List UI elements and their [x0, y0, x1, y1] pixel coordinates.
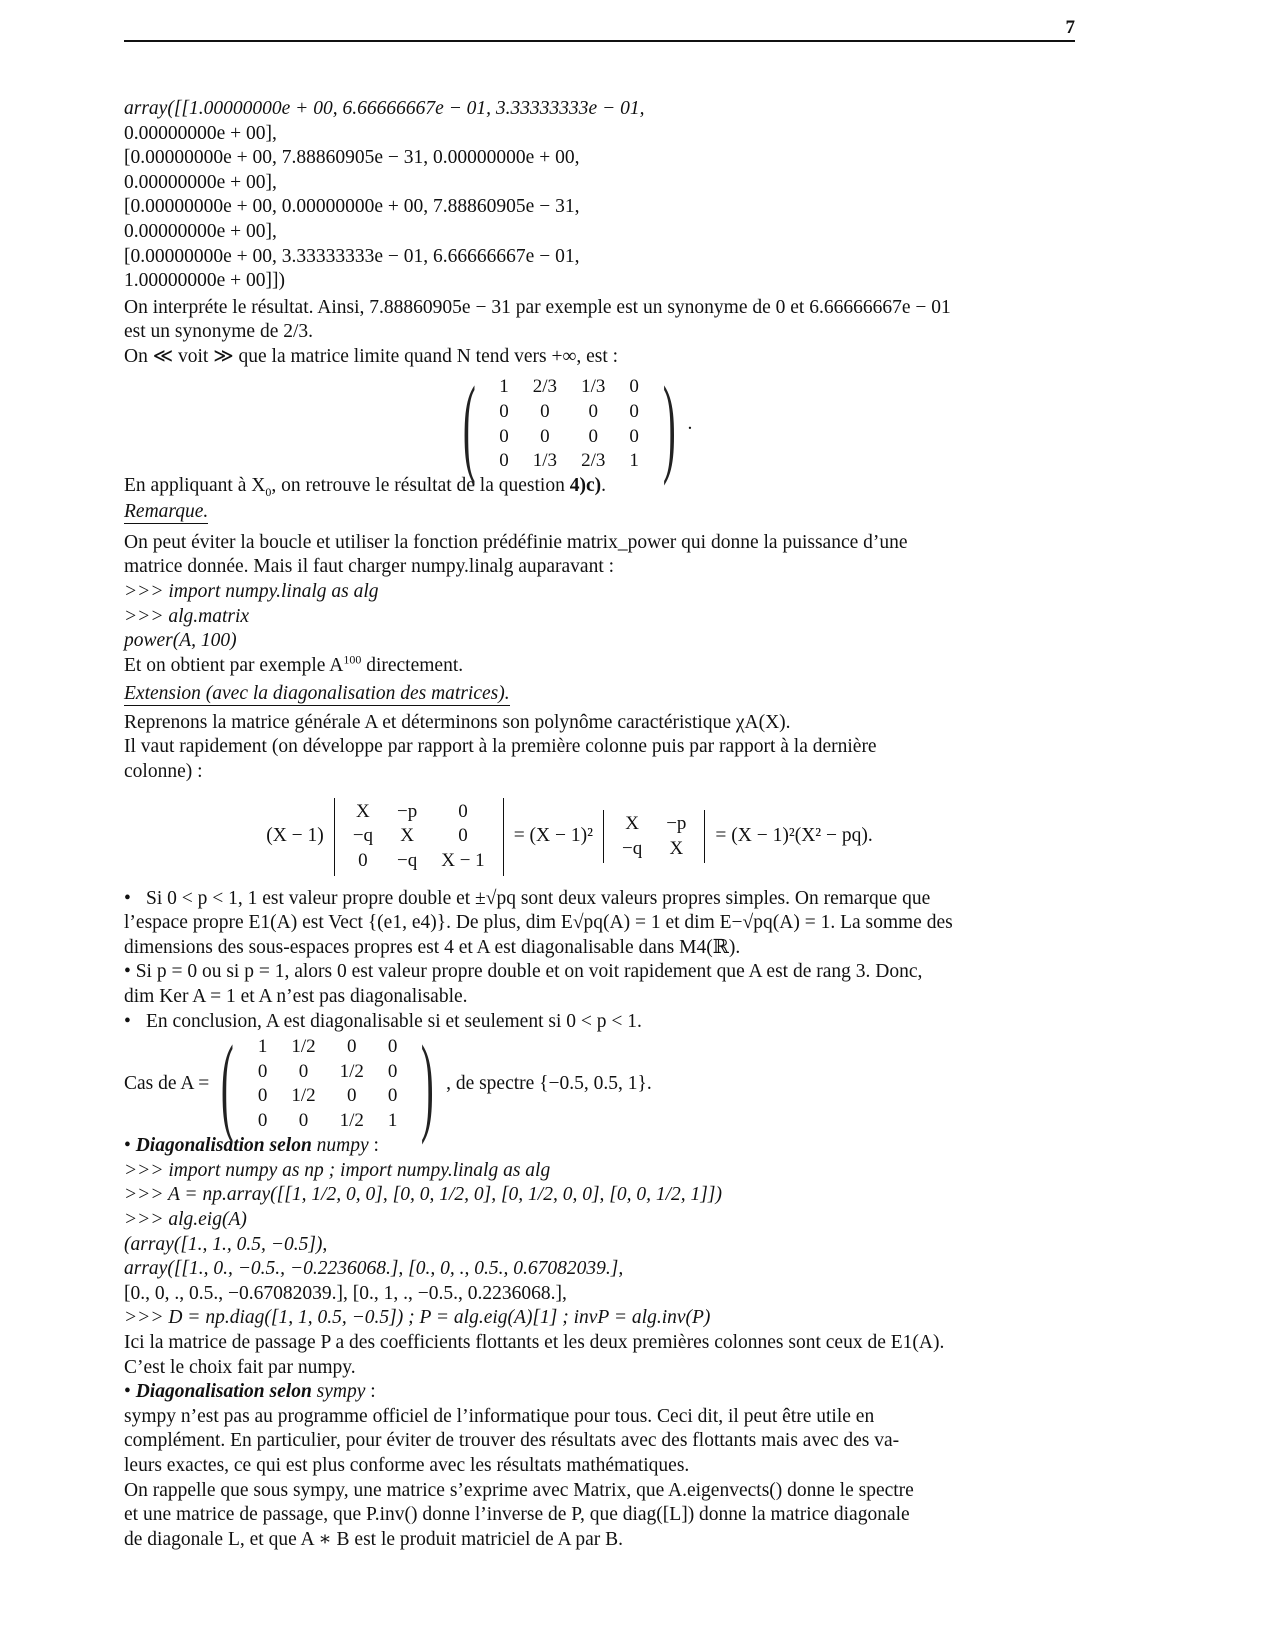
array-line: [0.00000000e + 00, 7.88860905e − 31, 0.00000000e + 00, [124, 147, 580, 169]
text-span: Diagonalisation selon [135, 1381, 312, 1403]
det3 [334, 798, 504, 876]
array-line: [0.00000000e + 00, 0.00000000e + 00, 7.88860905e − 31, [124, 196, 580, 218]
interpretation-line: est un synonyme de 2/3. [124, 321, 314, 343]
numpy-code-line: array([[1., 0., −0.5., −0.2236068.], [0., 0, ., 0.5., 0.67082039.], [124, 1258, 624, 1280]
matrix-cell: 0 [629, 425, 639, 447]
numpy-code-line: [0., 0, ., 0.5., −0.67082039.], [0., 1, ., −0.5., 0.2236068.], [124, 1282, 567, 1304]
array-line: 1.00000000e + 00]]) [124, 270, 286, 292]
text-span: Extension (avec la diagonalisation des matrices). [124, 683, 510, 705]
matrix-cell: 0 [499, 400, 509, 422]
voit-line: On ≪ voit ≫ que la matrice limite quand N tend vers +∞, est : [124, 345, 619, 367]
text-span: . [601, 474, 606, 496]
matrix-cell: 1 [257, 1036, 268, 1058]
rappel-line: de diagonale L, et que A ∗ B est le produit matriciel de A par B. [124, 1528, 624, 1550]
left-paren: ( [221, 1023, 234, 1146]
text-span: numpy [316, 1135, 369, 1157]
text-span: En conclusion, A est diagonalisable si et seulement si 0 < p < 1. [146, 1010, 642, 1032]
matrix-cell: 0 [540, 400, 550, 422]
matrix-cell: 1/3 [581, 376, 606, 398]
case1-line: • Si 0 < p < 1, 1 est valeur propre double et ±√pq sont deux valeurs propres simples. On remarque que [124, 887, 931, 909]
det3-table [341, 800, 497, 874]
matrix-cell: 0 [588, 400, 598, 422]
matrix-cell: 0 [387, 1060, 398, 1082]
matrix-cell: 0 [257, 1109, 268, 1131]
det-result: = (X − 1)²(X² − pq). [715, 825, 873, 847]
matrix-cell: 0 [298, 1109, 309, 1131]
matrix-cell: 2/3 [581, 450, 606, 472]
right-paren: ) [662, 363, 676, 486]
matrix-cell: 0 [540, 425, 550, 447]
matrix-cell: 0 [257, 1060, 268, 1082]
matrix-cell: 0 [458, 825, 468, 847]
limit-matrix-suffix: . [687, 413, 693, 435]
matrix-cell: 1/2 [291, 1085, 316, 1107]
matrix-cell: 1/2 [339, 1109, 364, 1131]
numpy-code-line: >>> alg.eig(A) [124, 1209, 247, 1230]
text-span: Et on obtient par exemple A [124, 654, 344, 676]
det-prefix: (X − 1) [266, 825, 324, 847]
obtient-line [124, 654, 1075, 679]
matrix-cell: −q [352, 825, 374, 847]
matrix-cell: 0 [499, 450, 509, 472]
numpy-code-line: >>> D = np.diag([1, 1, 0.5, −0.5]) ; P = alg.eig(A)[1] ; invP = alg.inv(P) [124, 1307, 711, 1329]
matrix-cell: 1/2 [339, 1060, 364, 1082]
text-span: Diagonalisation selon [135, 1135, 312, 1157]
matrix-cell: 1 [629, 450, 639, 472]
rappel-line: On rappelle que sous sympy, une matrice s’exprime avec Matrix, que A.eigenvects() donne le spectre [124, 1479, 914, 1501]
matrix-cell: 0 [458, 800, 468, 822]
matrix-cell: X [400, 825, 414, 847]
page-content [124, 97, 1075, 1552]
matrix-cell: −q [397, 849, 418, 871]
conclusion-line: • En conclusion, A est diagonalisable si et seulement si 0 < p < 1. [124, 1010, 642, 1032]
page [124, 0, 1075, 1650]
matrix-cell: 1 [499, 376, 509, 398]
numpy-code-line: (array([1., 1., 0.5, −0.5]), [124, 1233, 328, 1255]
limit-matrix-table [487, 375, 651, 473]
appliquant-line [124, 474, 1075, 499]
remarque-line: On peut éviter la boucle et utiliser la fonction prédéfinie matrix_power qui donne la puissance d’une [124, 531, 908, 553]
matrix-cell: 0 [387, 1085, 398, 1107]
right-paren: ) [421, 1023, 435, 1146]
determinant-block [64, 791, 1075, 883]
matrix-cell: 0 [298, 1060, 309, 1082]
case2-line: dim Ker A = 1 et A n’est pas diagonalisable. [124, 986, 468, 1008]
numpy-code-line: >>> A = np.array([[1, 1/2, 0, 0], [0, 0, 1/2, 0], [0, 1/2, 0, 0], [0, 0, 1/2, 1]]) [124, 1184, 722, 1206]
cas-suffix: , de spectre {−0.5, 0.5, 1}. [446, 1072, 652, 1094]
matrix-cell: 1 [387, 1109, 398, 1131]
left-paren: ( [462, 363, 476, 486]
matrix-cell: −q [621, 837, 643, 859]
passage-line: Ici la matrice de passage P a des coefficients flottants et les deux premières colonnes sont ceux de E1(A). [124, 1331, 945, 1353]
matrix-cell: 0 [358, 849, 368, 871]
matrix-cell: 0 [629, 400, 639, 422]
text-span: : [368, 1135, 379, 1157]
matrix-cell: −p [666, 813, 687, 835]
text-span: sympy [316, 1381, 366, 1403]
extension-title [124, 682, 1075, 707]
matrix-cell: 0 [387, 1036, 398, 1058]
sympy-line: leurs exactes, ce qui est plus conforme avec les résultats mathématiques. [124, 1454, 690, 1476]
sympy-line: complément. En particulier, pour éviter de trouver des résultats avec des flottants mais avec des va- [124, 1430, 900, 1452]
text-span: En appliquant à X [124, 474, 266, 496]
matrix-cell: X − 1 [441, 849, 485, 871]
vaut-line: Il vaut rapidement (on développe par rapport à la première colonne puis par rapport à la dernière [124, 736, 877, 758]
matrix-cell: −p [397, 800, 418, 822]
matrix-cell: 1/2 [291, 1036, 316, 1058]
array-line: array([[1.00000000e + 00, 6.66666667e − 01, 3.33333333e − 01, [124, 98, 645, 119]
matrix-cell: 2/3 [532, 376, 558, 398]
matrix-cell: X [625, 813, 639, 835]
numpy-code-line: >>> import numpy as np ; import numpy.linalg as alg [124, 1159, 551, 1181]
det2 [603, 810, 705, 863]
text-span: directement. [361, 654, 464, 676]
cas-matrix-table [246, 1035, 410, 1133]
text-span: 100 [343, 652, 362, 667]
matrix-cell: 0 [347, 1036, 357, 1058]
vaut-line: colonne) : [124, 761, 203, 783]
text-span: 0 [265, 484, 272, 499]
text-span: Si 0 < p < 1, 1 est valeur propre double et ±√pq sont deux valeurs propres simples. On remarque que [146, 887, 931, 909]
matrix-cell: X [356, 800, 370, 822]
diag-sympy-heading: • Diagonalisation selon sympy : [124, 1381, 376, 1403]
text-span: , on retrouve le résultat de la question [271, 474, 570, 496]
reprenons-line: Reprenons la matrice générale A et déterminons son polynôme caractéristique χA(X). [124, 711, 791, 733]
case2-line: • Si p = 0 ou si p = 1, alors 0 est valeur propre double et on voit rapidement que A est de rang 3. Donc, [124, 961, 923, 983]
det-mid: = (X − 1)² [513, 825, 593, 847]
page-header [124, 16, 1075, 42]
rappel-line: et une matrice de passage, que P.inv() donne l’inverse de P, que diag([L]) donne la matrice diagonale [124, 1504, 910, 1526]
code-line: >>> alg.matrix [124, 605, 250, 627]
code-line: power(A, 100) [124, 630, 237, 652]
cas-prefix: Cas de A = [124, 1072, 210, 1094]
array-line: 0.00000000e + 00], [124, 122, 277, 144]
det2-table [610, 812, 698, 861]
array-line: 0.00000000e + 00], [124, 171, 277, 193]
remarque-line: matrice donnée. Mais il faut charger numpy.linalg auparavant : [124, 556, 615, 578]
matrix-cell: 0 [499, 425, 509, 447]
matrix-cell: 0 [629, 376, 639, 398]
remarque-title [124, 500, 1075, 525]
array-line: [0.00000000e + 00, 3.33333333e − 01, 6.66666667e − 01, [124, 245, 580, 267]
case1-line: dimensions des sous-espaces propres est 4 et A est diagonalisable dans M4(ℝ). [124, 936, 741, 958]
text-span: : [365, 1381, 376, 1403]
matrix-cell: 0 [347, 1085, 357, 1107]
array-output [124, 97, 1075, 294]
text-span: Remarque. [124, 501, 209, 523]
text-span: 4)c) [569, 474, 602, 496]
page-number: 7 [1065, 17, 1075, 38]
case1-line: l’espace propre E1(A) est Vect {(e1, e4)}. De plus, dim E√pq(A) = 1 et dim E−√pq(A) = 1. La somme des [124, 912, 953, 934]
diag-numpy-heading: • Diagonalisation selon numpy : [124, 1135, 379, 1157]
sympy-line: sympy n’est pas au programme officiel de l’informatique pour tous. Ceci dit, il peut être utile en [124, 1405, 875, 1427]
matrix-cell: 0 [257, 1085, 268, 1107]
matrix-cell: 0 [588, 425, 598, 447]
array-line: 0.00000000e + 00], [124, 220, 277, 242]
matrix-cell: X [669, 837, 684, 859]
matrix-cell: 1/3 [532, 450, 558, 472]
interpretation-line: On interpréte le résultat. Ainsi, 7.88860905e − 31 par exemple est un synonyme de 0 et 6.66666667e − 01 [124, 296, 951, 318]
code-line: >>> import numpy.linalg as alg [124, 580, 379, 602]
passage-line: C’est le choix fait par numpy. [124, 1356, 356, 1378]
